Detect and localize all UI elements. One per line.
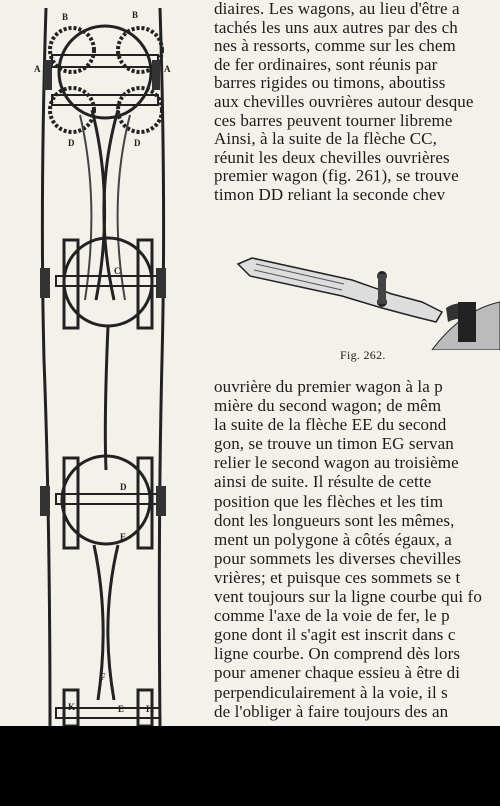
- figure-label: D: [134, 138, 141, 148]
- text-line: premier wagon (fig. 261), se trouve: [214, 166, 459, 186]
- text-line: de l'obliger à faire toujours des an: [214, 701, 449, 721]
- figure-label: E: [120, 532, 127, 542]
- text-line: relier le second wagon au troisième: [214, 453, 459, 473]
- text-line: nes à ressorts, comme sur les chem: [214, 36, 456, 56]
- figure-label: H: [146, 704, 154, 714]
- text-line: ouvrière du premier wagon à la p: [214, 377, 443, 396]
- figure-262-timon-illustration: [232, 250, 500, 350]
- text-line: tachés les uns aux autres par des ch: [214, 17, 458, 37]
- text-line: position que les flèches et les tim: [214, 491, 444, 511]
- text-line: dont les longueurs sont les mêmes,: [214, 510, 455, 530]
- text-line: mière du second wagon; de mêm: [214, 396, 442, 416]
- figure-label: D: [120, 482, 127, 492]
- figure-label: C: [114, 266, 121, 276]
- text-line: diaires. Les wagons, au lieu d'être a: [214, 0, 460, 18]
- text-line: perpendiculairement à la voie, il s: [214, 682, 448, 702]
- text-line: ment un polygone à côtés égaux, a: [214, 529, 452, 549]
- text-line: ligne courbe. On comprend dès lors: [214, 644, 461, 664]
- text-line: gone dont il s'agit est inscrit dans c: [214, 625, 456, 645]
- figure-label: F: [100, 672, 106, 682]
- text-line: vrières; et puisque ces sommets se t: [214, 567, 461, 587]
- scan-border: [0, 726, 500, 806]
- wagon-3: [40, 456, 166, 548]
- figure-261-train-diagram: [0, 0, 200, 726]
- figure-label: D: [68, 138, 75, 148]
- wagon-1: [44, 26, 162, 132]
- figure-caption: Fig. 262.: [340, 348, 386, 362]
- text-line: gon, se trouve un timon EG servan: [214, 434, 454, 454]
- figure-label: E: [118, 704, 125, 714]
- text-line: de fer ordinaires, sont réunis par: [214, 54, 438, 74]
- text-line: réunit les deux chevilles ouvrières: [214, 147, 450, 167]
- text-line: ces barres peuvent tourner libreme: [214, 110, 453, 130]
- text-line: ainsi de suite. Il résulte de cette: [214, 472, 432, 492]
- text-line: pour amener chaque essieu à être di: [214, 663, 461, 683]
- text-line: pour sommets les diverses chevilles: [214, 548, 462, 568]
- figure-label: A: [164, 64, 171, 74]
- figure-label: B: [132, 10, 139, 20]
- figure-label: K: [68, 702, 76, 712]
- paragraph-bottom: [214, 377, 500, 721]
- figure-label: A: [34, 64, 41, 74]
- text-line: barres rigides ou timons, aboutiss: [214, 73, 446, 93]
- figure-label: B: [62, 12, 69, 22]
- text-line: vent toujours sur la ligne courbe qui fo: [214, 587, 482, 607]
- text-line: Ainsi, à la suite de la flèche CC,: [214, 129, 437, 149]
- text-line: aux chevilles ouvrières autour desque: [214, 91, 474, 111]
- text-line: comme l'axe de la voie de fer, le p: [214, 606, 450, 626]
- paragraph-top: [214, 0, 500, 205]
- text-line: timon DD reliant la seconde chev: [214, 184, 446, 204]
- text-line: la suite de la flèche EE du second: [214, 415, 447, 435]
